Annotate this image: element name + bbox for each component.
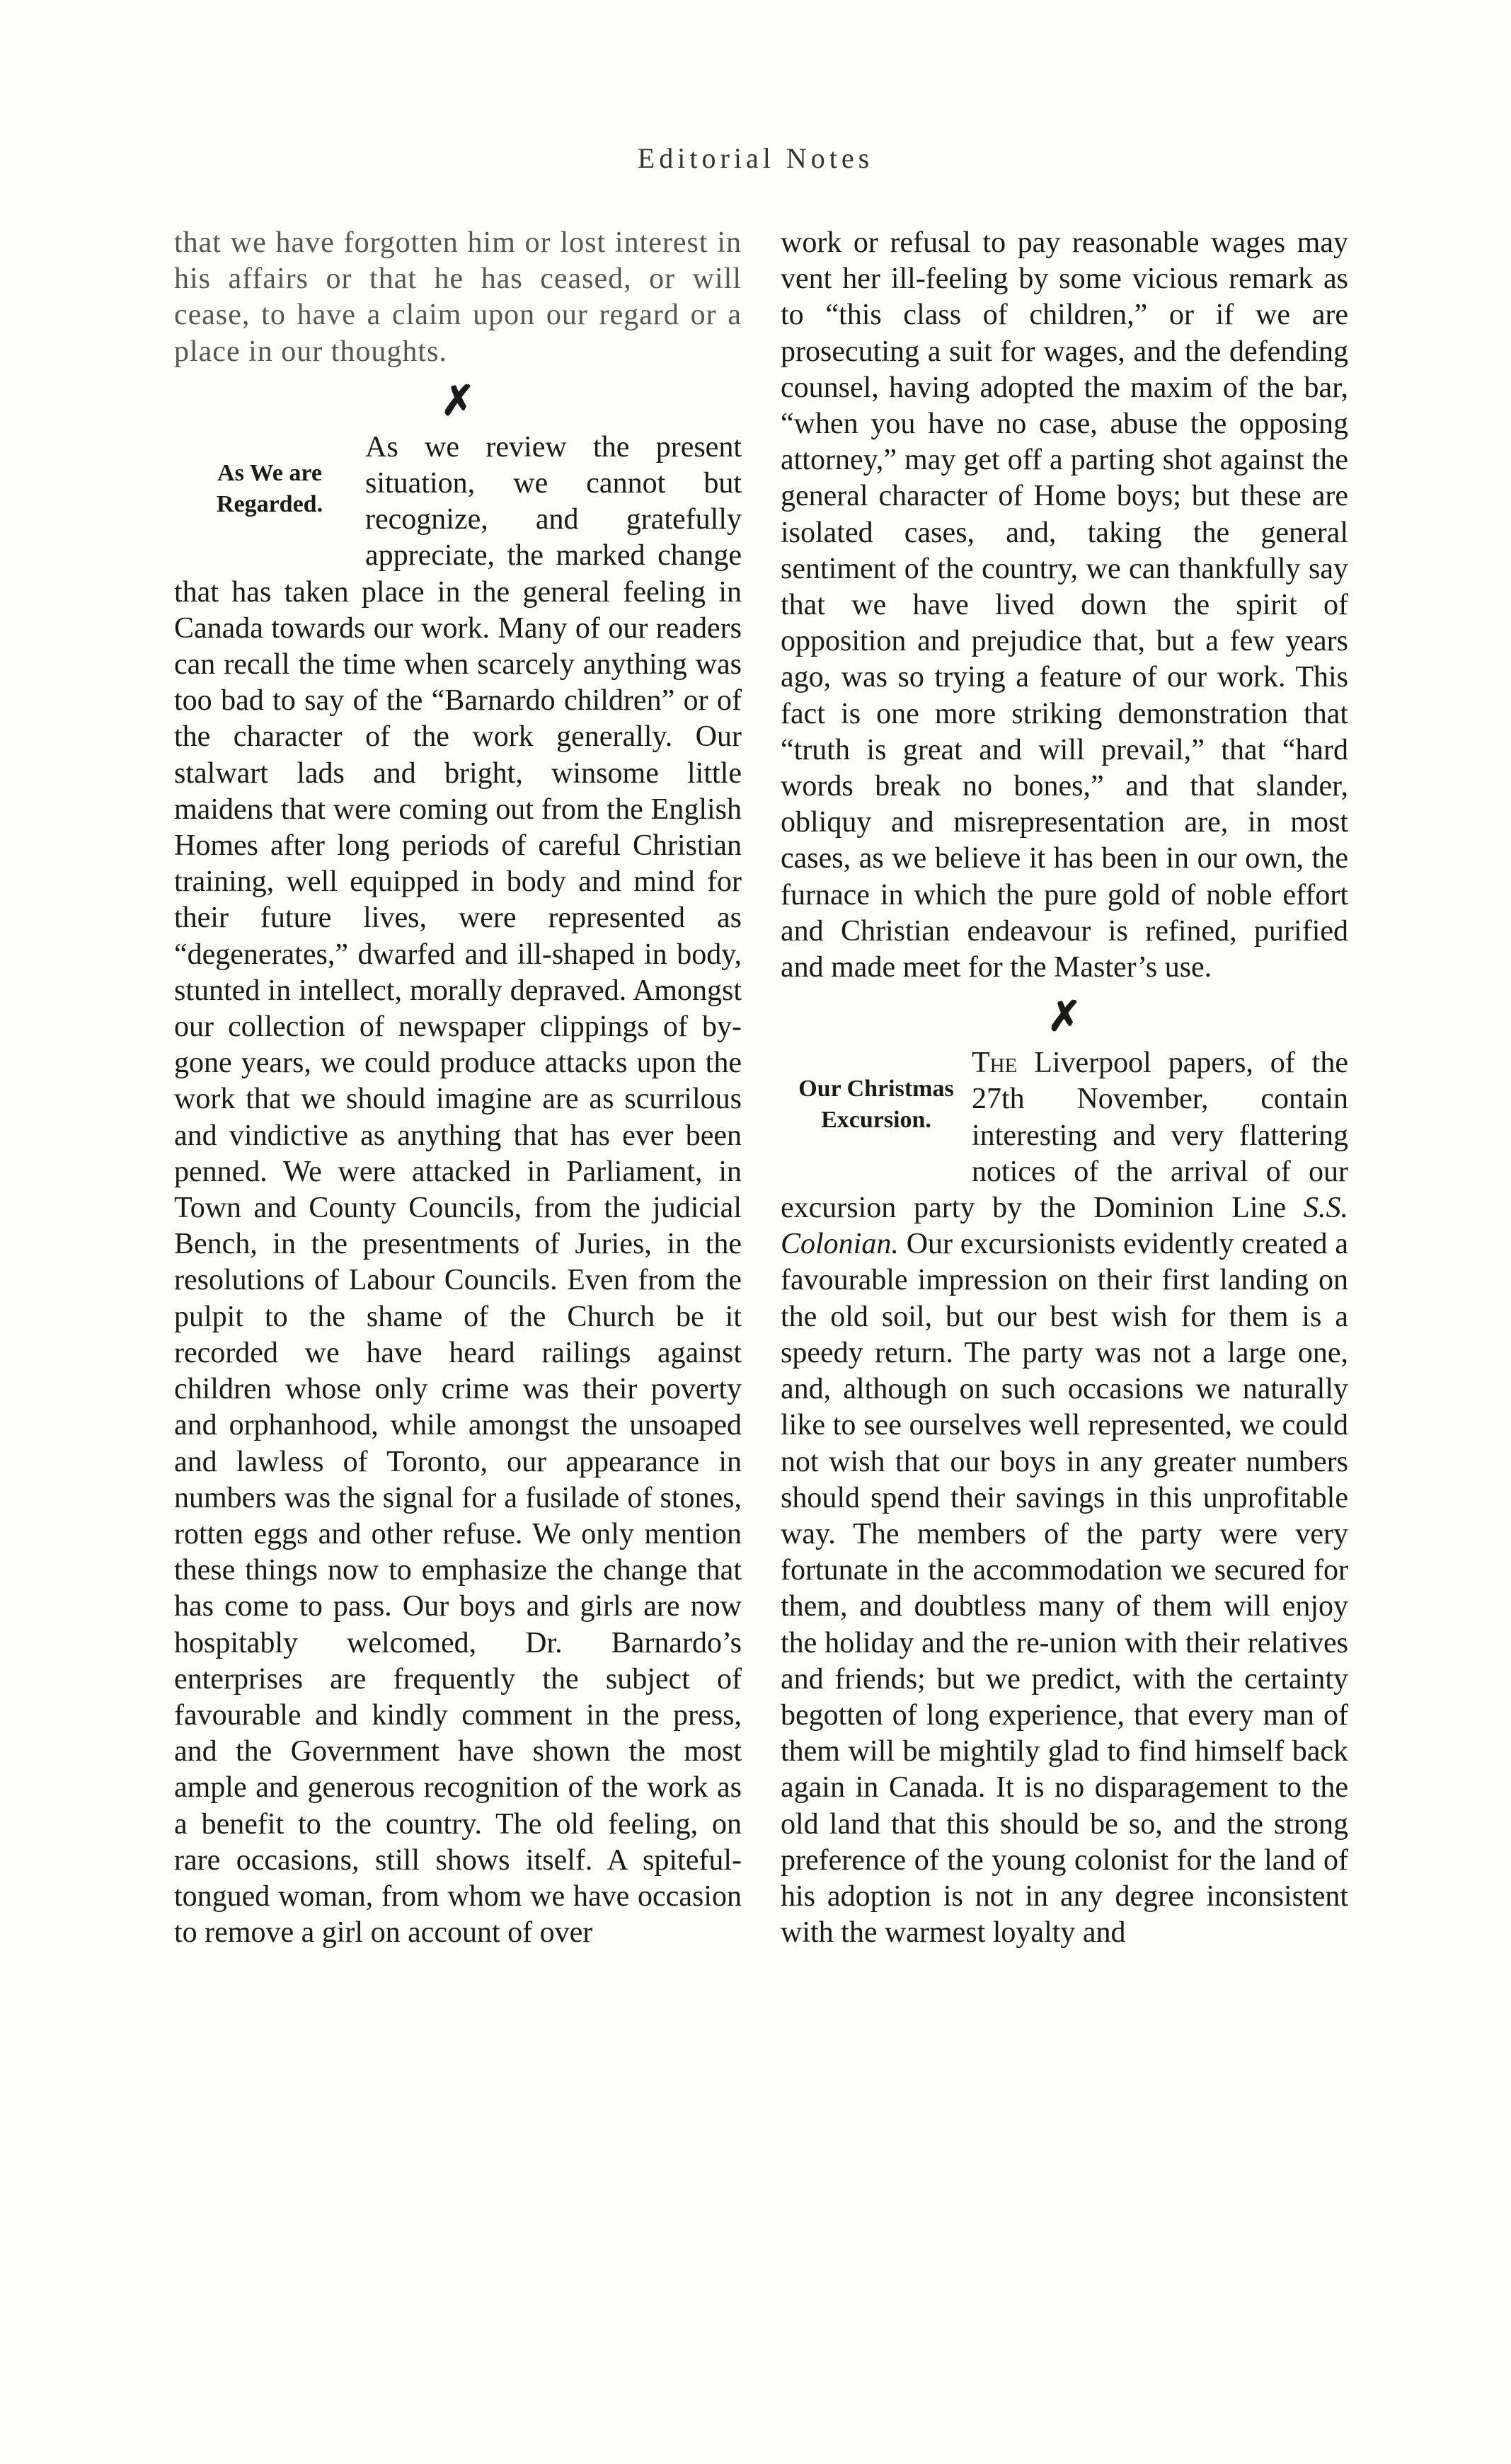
section-as-we-are-regarded	[174, 430, 742, 1952]
side-heading-line2: Excursion.	[821, 1107, 931, 1134]
section-christmas-excursion	[781, 1045, 1348, 1951]
left-column	[174, 225, 742, 1951]
running-header: Editorial Notes	[637, 142, 874, 174]
section-first-word: As	[365, 430, 398, 464]
intro-text: that we have forgotten him or lost interest in his affairs or that he has ceased, or will cease, to have a claim upon our regard or a place in our thoughts.	[174, 226, 742, 368]
side-heading	[174, 430, 365, 568]
side-heading-line2: Regarded.	[216, 490, 323, 517]
side-heading	[781, 1045, 972, 1184]
continuation-paragraph	[781, 225, 1348, 986]
side-heading-line1: As We are	[217, 459, 322, 486]
continuation-text: work or refusal to pay reasonable wages may vent her ill-feeling by some vicious remark as to “this class of children,” or if we are prosecuting a suit for wages, and the defending counsel, having adopted the maxim of the bar, “when you have no case, abuse the opposing attorney,” may get off a parting shot against the general character of Home boys; but these are isolated cases, and, taking the general sentiment of the country, we can thankfully say that we have lived down the spirit of opposition and prejudice that, but a few years ago, was so trying a feature of our work. This fact is one more striking demonstration that “truth is great and will prevail,” that “hard words break no bones,” and that slander, obliquy and misrepresentation are, in most cases, as we believe it has been in our own, the furnace in which the pure gold of noble effort and Christian endeavour is refined, purified and made meet for the Master’s use.	[781, 226, 1348, 984]
section-body-b: Our excursionists evidently created a favourable impression on their first landing on the old soil, but our best wish for them is a speedy return. The party was not a large one, and, although on such occasions we naturally like to see ourselves well represented, we could not wish that our boys in any greater numbers should spend their savings in this unprofitable way. The members of the party were very fortunate in the accommodation we secured for them, and doubtless many of them will enjoy the holiday and the re-union with their relatives and friends; but we predict, with the certainty begotten of long experience, that every man of them will be mightily glad to find himself back again in Canada. It is no disparagement to the old land that this should be so, and the strong preference of the young colonist for the land of his adoption is not in any degree inconsistent with the warmest loyalty and	[781, 1228, 1348, 1950]
intro-paragraph	[174, 225, 742, 370]
section-separator-icon: ✗	[1047, 994, 1082, 1040]
side-heading-line1: Our Christmas	[798, 1076, 954, 1103]
section-first-word: The	[972, 1047, 1018, 1080]
right-column	[781, 225, 1348, 1951]
ship-name: S.S. Colonian.	[781, 1192, 1348, 1261]
section-body-a: Liverpool papers, of the 27th November, contain interesting and very flattering notices of the arrival of our excursion party by the Dominion Line	[781, 1047, 1348, 1225]
section-body: we review the present situation, we cannot but recognize, and gratefully appreciate, the marked change that has taken place in the general feeling in Canada towards our work. Many of our readers can recall the time when scarcely anything was too bad to say of the “Barnardo children” or of the character of the work generally. Our stalwart lads and bright, winsome little maidens that were coming out from the English Homes after long periods of careful Christian training, well equipped in body and mind for their future lives, were represented as “degenerates,” dwarfed and ill-shaped in body, stunted in intellect, morally depraved. Amongst our collection of newspaper clippings of by-gone years, we could produce attacks upon the work that we should imagine are as scurrilous and vindictive as anything that has ever been penned. We were attacked in Parliament, in Town and County Councils, from the judicial Bench, in the presentments of Juries, in the resolutions of Labour Councils. Even from the pulpit to the shame of the Church be it recorded we have heard railings against children whose only crime was their poverty and orphanhood, while amongst the unsoaped and lawless of Toronto, our appearance in numbers was the signal for a fusilade of stones, rotten eggs and other refuse. We only mention these things now to emphasize the change that has come to pass. Our boys and girls are now hospitably welcomed, Dr. Barnardo’s enterprises are frequently the subject of favourable and kindly comment in the press, and the Government have shown the most ample and generous recognition of the work as a benefit to the country. The old feeling, on rare occasions, still shows itself. A spiteful-tongued woman, from whom we have occasion to remove a girl on account of over	[174, 430, 742, 1950]
section-separator-icon: ✗	[440, 377, 476, 424]
